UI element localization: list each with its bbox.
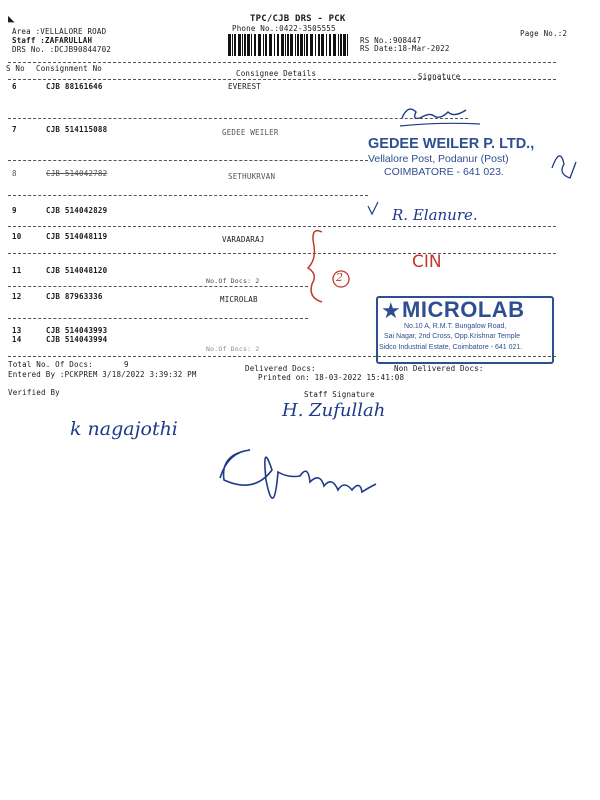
row-consignment: CJB 514115088 bbox=[46, 125, 108, 134]
stamp-company-name: MICROLAB bbox=[402, 297, 525, 322]
entered-by: Entered By :PCKPREM 3/18/2022 3:39:32 PM bbox=[8, 370, 197, 379]
rs-date: RS Date:18-Mar-2022 bbox=[360, 44, 450, 53]
row-sno: 14 bbox=[12, 335, 22, 344]
row-sno: 11 bbox=[12, 266, 22, 275]
stamp-company-name: GEDEE WEILER P. LTD., bbox=[368, 136, 535, 152]
row-consignee: SETHUKRVAN bbox=[228, 172, 276, 181]
row-consignee: GEDEE WEILER bbox=[222, 128, 279, 137]
phone-number: Phone No.:0422-3505555 bbox=[232, 24, 336, 33]
row-consignment: CJB 514042782 bbox=[46, 169, 108, 178]
total-docs-value: 9 bbox=[124, 360, 129, 369]
signature-underline bbox=[400, 123, 480, 126]
star-icon: ★ bbox=[381, 298, 401, 323]
row-sno: 13 bbox=[12, 326, 22, 335]
red-bracket bbox=[308, 231, 322, 302]
row-sno: 12 bbox=[12, 292, 22, 301]
stamp-city-line: Sidco Industrial Estate, Coimbatore - 641 021. bbox=[379, 344, 523, 351]
stamp-city-line: COIMBATORE - 641 023. bbox=[384, 166, 504, 178]
row11-mark: 2 bbox=[336, 271, 343, 284]
staff-field: Staff :ZAFARULLAH bbox=[12, 36, 93, 45]
row-consignment: CJB 514043993 bbox=[46, 326, 108, 335]
row-consignment: CJB 514048120 bbox=[46, 266, 108, 275]
corner-mark: ◣ bbox=[8, 12, 15, 25]
verified-by-signature: k nagajothi bbox=[70, 418, 178, 440]
row-sno: 8 bbox=[12, 169, 17, 178]
row-consignment: CJB 88161646 bbox=[46, 82, 103, 91]
row-consignment: CJB 514048119 bbox=[46, 232, 108, 241]
row-sno: 7 bbox=[12, 125, 17, 134]
row-consignment: CJB 514043994 bbox=[46, 335, 108, 344]
signature-scribble bbox=[552, 156, 576, 178]
stamp-address-line: Sai Nagar, 2nd Cross, Opp.Krishnar Temple bbox=[384, 333, 521, 340]
verified-by-label: Verified By bbox=[8, 388, 60, 397]
row-consignee: EVEREST bbox=[228, 82, 262, 91]
col-signature: Signature bbox=[418, 72, 461, 81]
big-signature bbox=[220, 450, 376, 498]
row-consignee: VARADARAJ bbox=[222, 235, 265, 244]
tick-mark bbox=[368, 202, 378, 214]
stamp-address-line: Vellalore Post, Podanur (Post) bbox=[368, 153, 509, 165]
row10-code: CIN bbox=[412, 252, 442, 272]
row-consignment: CJB 87963336 bbox=[46, 292, 103, 301]
drs-number: DRS No. :DCJB90844702 bbox=[12, 45, 112, 54]
row-sno: 9 bbox=[12, 206, 17, 215]
row-doc-count: No.Of Docs: 2 bbox=[206, 277, 260, 285]
printed-on: Printed on: 18-03-2022 15:41:08 bbox=[258, 373, 405, 382]
stamp-address-line: No.10 A, R.M.T. Bungalow Road, bbox=[404, 323, 507, 330]
signature-scribble bbox=[402, 109, 466, 118]
col-consignee: Consignee Details bbox=[236, 69, 317, 78]
staff-signature: H. Zufullah bbox=[282, 400, 386, 421]
page-number: Page No.:2 bbox=[520, 29, 568, 38]
rs-number: RS No.:908447 bbox=[360, 36, 422, 45]
row-sno: 6 bbox=[12, 82, 17, 91]
total-docs-label: Total No. Of Docs: bbox=[8, 360, 93, 369]
doc-title: TPC/CJB DRS - PCK bbox=[250, 14, 346, 24]
staff-signature-label: Staff Signature bbox=[304, 390, 375, 399]
area-field: Area :VELLALORE ROAD bbox=[12, 27, 107, 36]
delivered-docs-label: Delivered Docs: bbox=[245, 364, 316, 373]
col-sno: S No bbox=[6, 64, 25, 73]
row-consignee: MICROLAB bbox=[220, 295, 258, 304]
non-delivered-docs-label: Non Delivered Docs: bbox=[394, 364, 484, 373]
row-consignment: CJB 514042829 bbox=[46, 206, 108, 215]
row-sno: 10 bbox=[12, 232, 22, 241]
row9-signature: R. Elanure. bbox=[392, 206, 478, 224]
row-doc-count: No.Of Docs: 2 bbox=[206, 345, 260, 353]
col-consignment: Consignment No bbox=[36, 64, 103, 73]
